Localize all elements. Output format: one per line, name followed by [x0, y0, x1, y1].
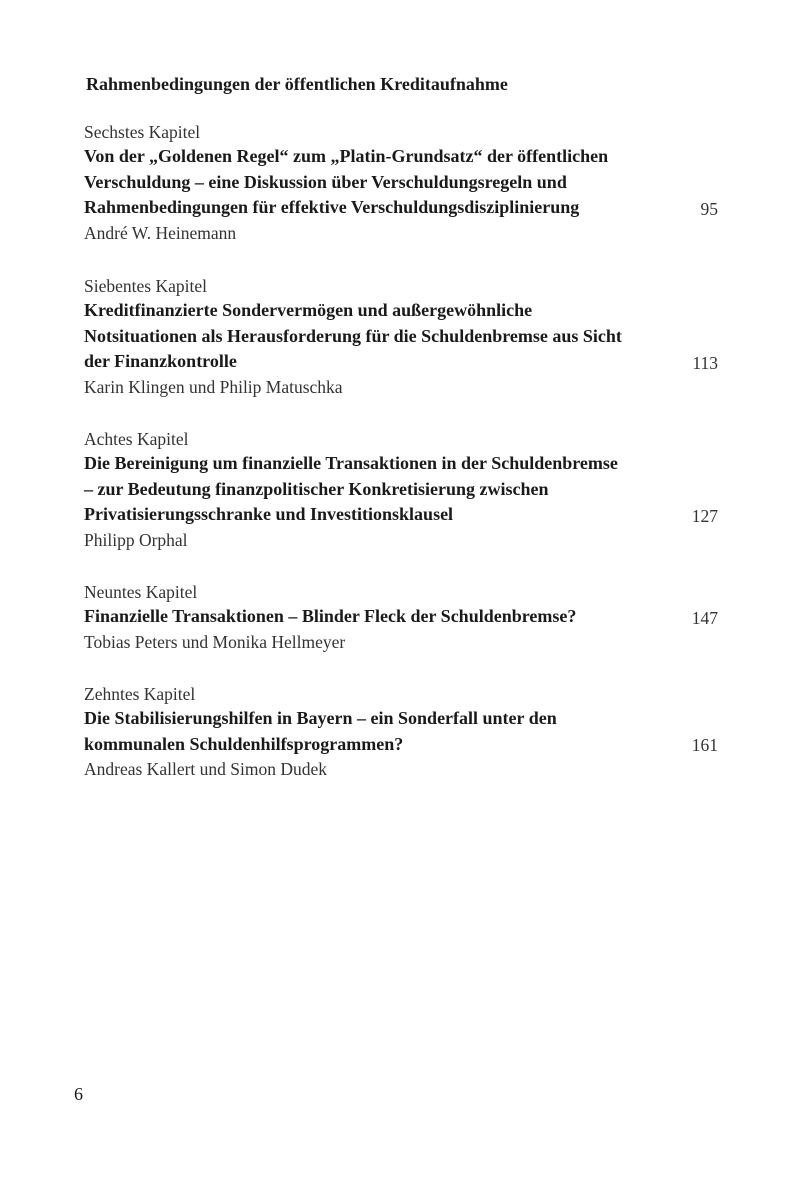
- page-number: 113: [692, 352, 718, 373]
- title-line: – zur Bedeutung finanzpolitischer Konkretisierung zwischen: [84, 478, 549, 499]
- title-row: [84, 451, 724, 528]
- page-number: 161: [691, 735, 718, 755]
- chapter-label: Zehntes Kapitel: [84, 684, 196, 704]
- title-row: [84, 706, 724, 757]
- chapter-title: [84, 451, 684, 528]
- toc-entry-9: [84, 580, 724, 654]
- title-line: Von der „Goldenen Regel“ zum „Platin-Grundsatz“ der öffentlichen: [84, 146, 609, 166]
- title-row: [84, 604, 724, 630]
- title-line: Kreditfinanzierte Sondervermögen und außergewöhnliche: [84, 300, 533, 320]
- chapter-label: Neuntes Kapitel: [84, 582, 198, 602]
- page-folio: 6: [74, 1084, 83, 1104]
- chapter-authors: Karin Klingen und Philip Matuschka: [84, 376, 343, 397]
- toc-entry-6: [84, 120, 724, 245]
- title-line: der Finanzkontrolle: [84, 351, 237, 371]
- title-line: Verschuldung – eine Diskussion über Verschuldungsregeln und: [84, 171, 567, 192]
- chapter-title: [84, 144, 684, 221]
- chapter-label: Sechstes Kapitel: [84, 122, 201, 142]
- chapter-label: Siebentes Kapitel: [84, 276, 207, 296]
- page-number: 147: [691, 607, 718, 628]
- title-line: Rahmenbedingungen für effektive Verschuldungsdisziplinierung: [84, 197, 580, 217]
- toc-entry-7: [84, 274, 724, 399]
- page-number: 127: [691, 505, 718, 526]
- title-line: Die Stabilisierungshilfen in Bayern – ein Sonderfall unter den: [84, 708, 557, 728]
- chapter-authors: Philipp Orphal: [84, 529, 188, 550]
- toc-entry-8: [84, 427, 724, 552]
- title-row: [84, 144, 724, 221]
- title-line: kommunalen Schuldenhilfsprogrammen?: [84, 733, 404, 754]
- section-heading: Rahmenbedingungen der öffentlichen Kreditaufnahme: [86, 74, 508, 94]
- title-line: Die Bereinigung um finanzielle Transaktionen in der Schuldenbremse: [84, 453, 618, 473]
- title-line: Finanzielle Transaktionen – Blinder Fleck der Schuldenbremse?: [84, 606, 577, 626]
- title-line: Notsituationen als Herausforderung für die Schuldenbremse aus Sicht: [84, 325, 622, 346]
- title-line: Privatisierungsschranke und Investitionsklausel: [84, 504, 454, 524]
- chapter-label: Achtes Kapitel: [84, 429, 189, 449]
- chapter-authors: Tobias Peters und Monika Hellmeyer: [84, 631, 346, 652]
- chapter-title: [84, 604, 684, 630]
- chapter-authors: André W. Heinemann: [84, 222, 237, 243]
- chapter-title: [84, 706, 684, 757]
- chapter-authors: Andreas Kallert und Simon Dudek: [84, 759, 328, 779]
- chapter-title: [84, 298, 684, 375]
- title-row: [84, 298, 724, 375]
- page-number: 95: [700, 198, 718, 219]
- toc-entry-10: [84, 682, 724, 781]
